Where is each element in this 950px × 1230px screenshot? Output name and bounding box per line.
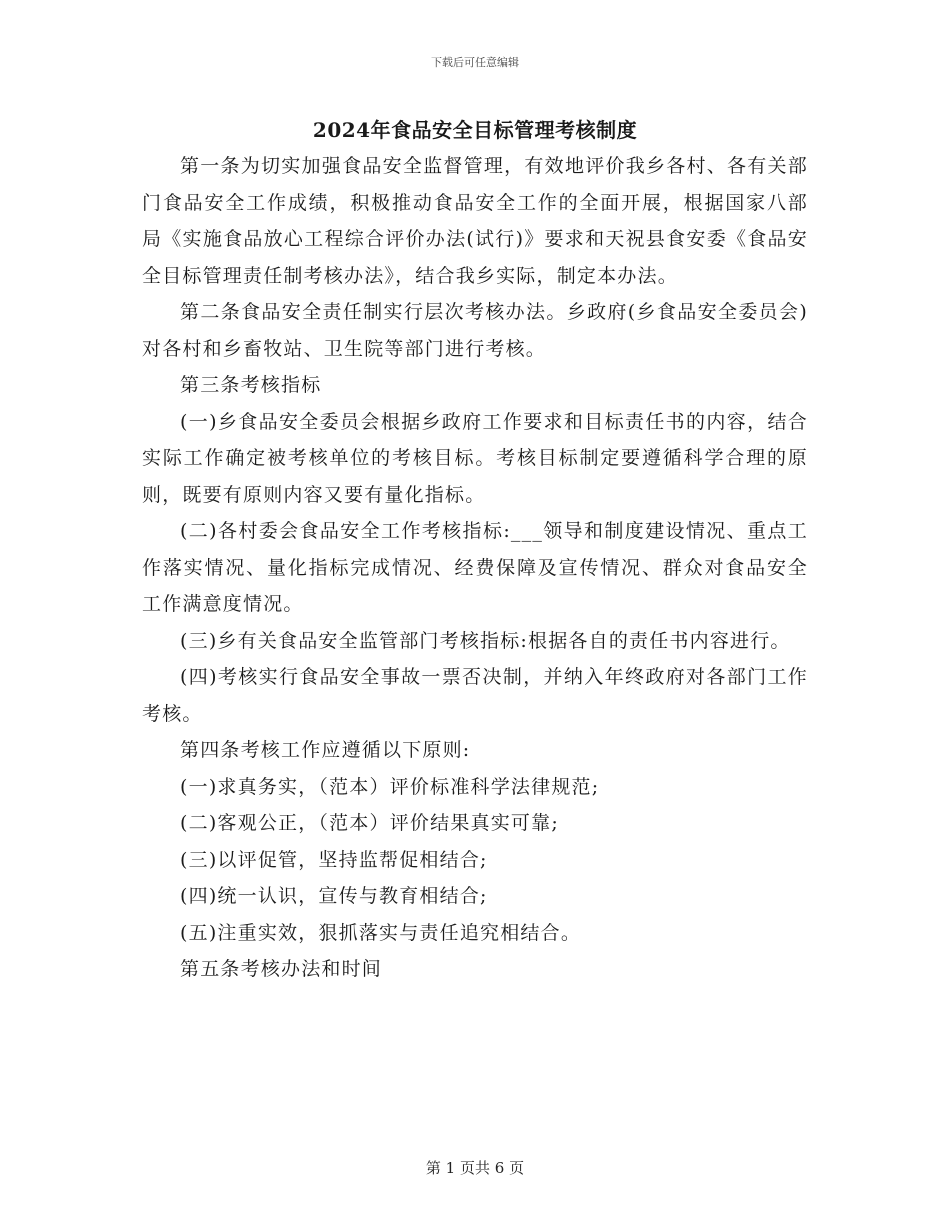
paragraph-article-4-item-1: (一)求真务实，（范本）评价标准科学法律规范;: [180, 775, 600, 798]
paragraph-article-4-item-4: (四)统一认识，宣传与教育相结合;: [180, 885, 488, 907]
paragraph-article-3-item-4: (四)考核实行食品安全事故一票否决制，并纳入年终政府对各部门工作考核。: [142, 666, 808, 725]
paragraph-article-4-heading: 第四条考核工作应遵循以下原则:: [180, 739, 471, 761]
page-header: 下载后可任意编辑: [431, 56, 519, 69]
paragraph-article-4-item-2: (二)客观公正，（范本）评价结果真实可靠;: [180, 812, 559, 834]
paragraph-article-1: 第一条为切实加强食品安全监督管理，有效地评价我乡各村、各有关部门食品安全工作成绩，积极推动食品安全工作的全面开展，根据国家八部局《实施食品放心工程综合评价办法(试行)》要求和天祝县食安委《食品安全目标管理责任制考核办法》，结合我乡实际，制定本办法。: [142, 155, 808, 287]
paragraph-article-4-item-5: (五)注重实效，狠抓落实与责任追究相结合。: [180, 921, 582, 944]
paragraph-article-3-item-2: (二)各村委会食品安全工作考核指标:___领导和制度建设情况、重点工作落实情况、量化指标完成情况、经费保障及宣传情况、群众对食品安全工作满意度情况。: [142, 520, 808, 615]
paragraph-article-5-heading: 第五条考核办法和时间: [180, 958, 383, 980]
paragraph-article-2: 第二条食品安全责任制实行层次考核办法。乡政府(乡食品安全委员会)对各村和乡畜牧站、卫生院等部门进行考核。: [142, 301, 808, 360]
paragraph-article-3-item-3: (三)乡有关食品安全监管部门考核指标:根据各自的责任书内容进行。: [180, 629, 791, 652]
document-title: 2024年食品安全目标管理考核制度: [312, 118, 638, 142]
paragraph-article-4-item-3: (三)以评促管，坚持监帮促相结合;: [180, 848, 488, 871]
paragraph-article-3-item-1: (一)乡食品安全委员会根据乡政府工作要求和目标责任书的内容，结合实际工作确定被考核单位的考核目标。考核目标制定要遵循科学合理的原则，既要有原则内容又要有量化指标。: [142, 410, 808, 506]
page-number-footer: 第 1 页共 6 页: [425, 1159, 525, 1177]
document-body: [142, 148, 808, 988]
paragraph-article-3-heading: 第三条考核指标: [180, 374, 322, 396]
